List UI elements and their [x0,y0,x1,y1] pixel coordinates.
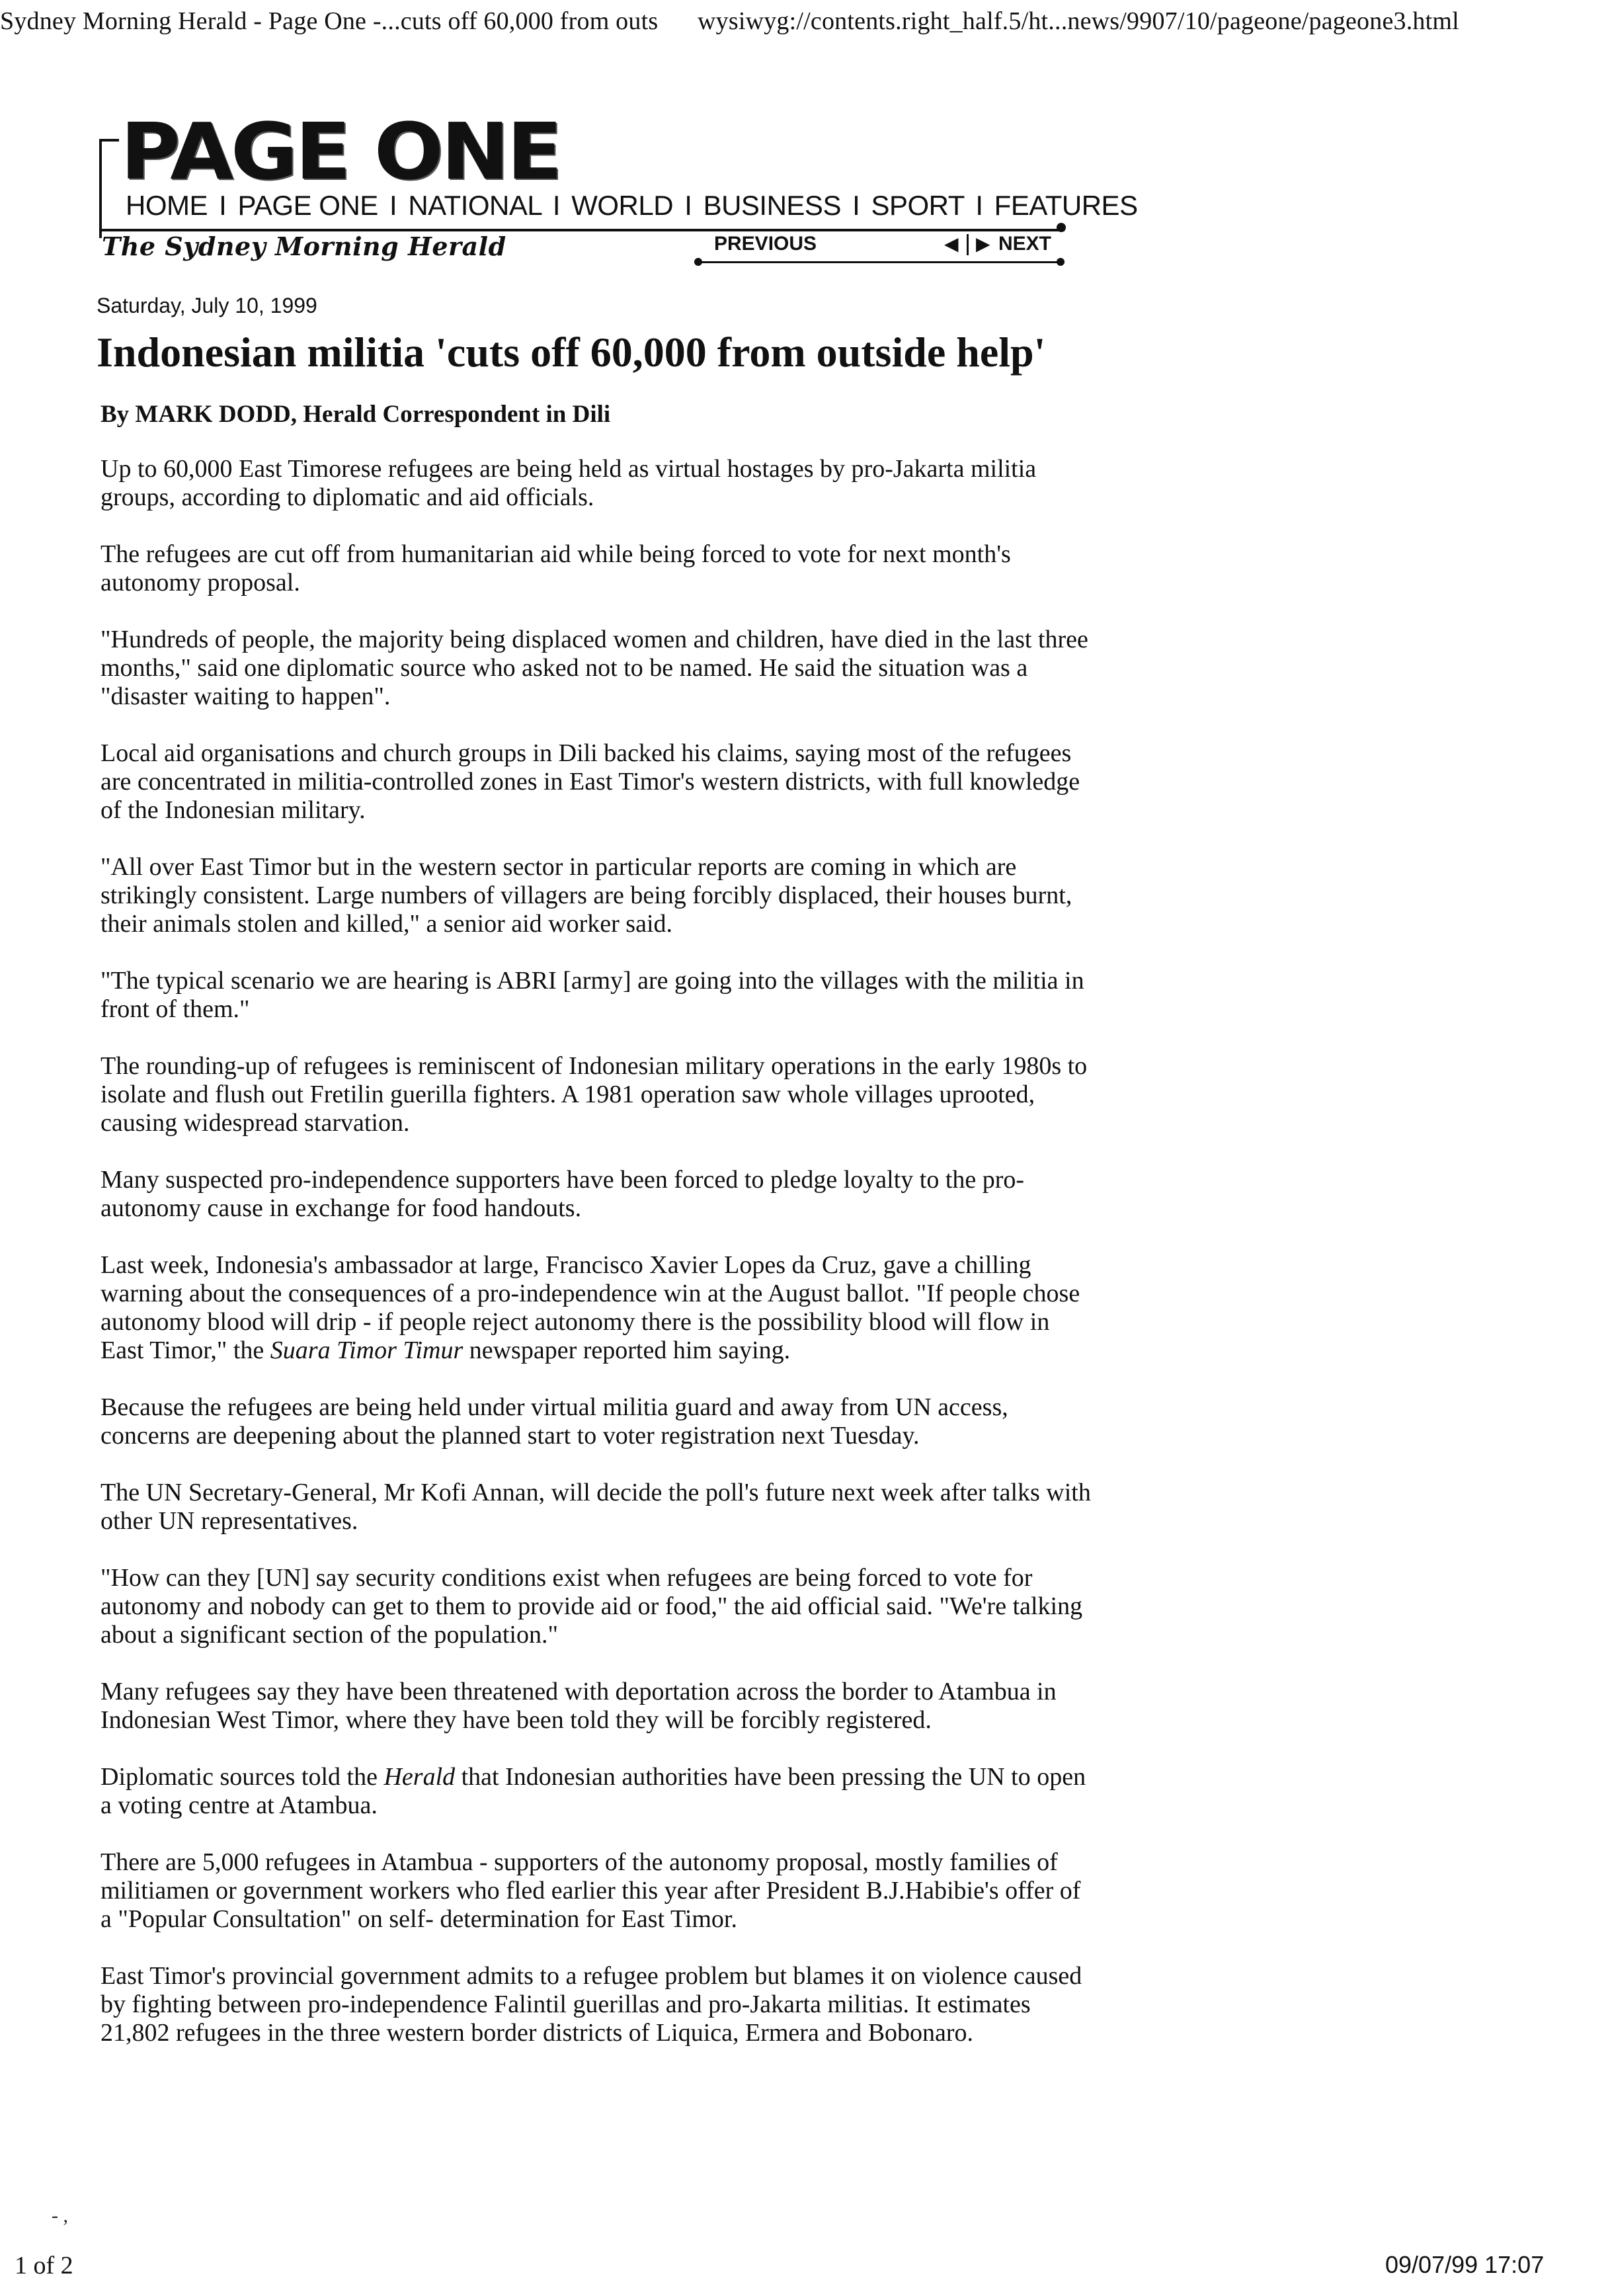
nav-separator: I [552,190,561,221]
article-paragraph: There are 5,000 refugees in Atambua - supporters of the autonomy proposal, mostly families of militiamen or government workers who fled earlier this year after President B.J.Habibie's offer of a "Popular Consultation" on self- determination for East Timor. [100,1848,1081,1933]
page-count: 1 of 2 [15,2252,73,2279]
next-button[interactable]: NEXT [998,233,1051,255]
nav-national[interactable]: NATIONAL [408,190,542,221]
paragraph-text: Diplomatic sources told the [100,1763,384,1791]
article-paragraph [100,1763,1092,1820]
article-paragraph [100,1251,1092,1365]
article-paragraph: "All over East Timor but in the western sector in particular reports are coming in which are strikingly consistent. Large numbers of villagers are being forcibly displaced, their houses burnt, their animals stolen and killed," a senior aid worker said. [100,853,1072,938]
section-nav [126,186,1138,225]
nav-page-one[interactable]: PAGE ONE [237,190,378,221]
nav-world[interactable]: WORLD [571,190,674,221]
nav-separator: I [389,190,397,221]
masthead [99,106,1138,271]
next-arrow-icon[interactable]: ▶ [976,233,990,254]
nav-separator: I [975,190,983,221]
newspaper-name: Herald [383,1763,456,1791]
previous-button[interactable]: PREVIOUS [714,233,817,255]
article-paragraph: "Hundreds of people, the majority being displaced women and children, have died in the last three months," said one diplomatic source who asked not to be named. He said the situation was a "disaster waiting to happen". [100,626,1088,710]
article-byline: By MARK DODD, Herald Correspondent in Dili [100,401,611,428]
article-body [100,455,1092,2076]
article-paragraph: The rounding-up of refugees is reminiscent of Indonesian military operations in the early 1980s to isolate and flush out Fretilin guerilla fighters. A 1981 operation saw whole villages uprooted, causing widespread starvation. [100,1052,1088,1137]
nav-sport[interactable]: SPORT [871,190,965,221]
page-one-logo[interactable]: PAGE ONE [120,106,560,197]
nav-home[interactable]: HOME [126,190,208,221]
prev-next-rule [694,261,1065,263]
herald-logo[interactable]: The Sydney Morning Herald [102,231,506,261]
paragraph-text: Last week, Indonesia's ambassador at large, Francisco Xavier Lopes da Cruz, gave a chilling warning about the consequences of a pro-independence win at the August ballot. "If people chose autonomy blood will drip - if people reject autonomy there is the possibility blood will flow in East Timor," the [100,1251,1080,1364]
print-datetime: 09/07/99 17:07 [1385,2251,1545,2278]
frame-left-rule [99,139,102,238]
nav-separator: I [852,190,860,221]
newspaper-name: Suara Timor Timur [270,1336,463,1364]
article-paragraph: East Timor's provincial government admits to a refugee problem but blames it on violence caused by fighting between pro-independence Falintil guerillas and pro-Jakarta militias. It estimates 21,802 refugees in the three western border districts of Liquica, Ermera and Bobonaro. [100,1962,1082,2047]
article-paragraph: Many suspected pro-independence supporters have been forced to pledge loyalty to the pro-autonomy cause in exchange for food handouts. [100,1166,1025,1222]
nav-separator: I [684,190,692,221]
nav-separator: I [219,190,227,221]
article-paragraph: The refugees are cut off from humanitarian aid while being forced to vote for next month's autonomy proposal. [100,540,1011,596]
frame-top-rule [99,139,119,142]
rule-dot-left [694,258,702,266]
article-paragraph: "How can they [UN] say security conditions exist when refugees are being forced to vote for autonomy and nobody can get to them to provide aid or food," the aid official said. "We're talking about a significant section of the population." [100,1564,1083,1649]
article-paragraph: "The typical scenario we are hearing is ABRI [army] are going into the villages with the militia in front of them." [100,967,1084,1023]
print-page-url: wysiwyg://contents.right_half.5/ht...news/9907/10/pageone/pageone3.html [698,7,1459,35]
article-paragraph: Many refugees say they have been threatened with deportation across the border to Atambua in Indonesian West Timor, where they have been told they will be forcibly registered. [100,1678,1057,1734]
rule-dot-right [1057,258,1065,266]
article-paragraph: Local aid organisations and church groups in Dili backed his claims, saying most of the refugees are concentrated in militia-controlled zones in East Timor's western districts, with full knowledge of the Indonesian military. [100,739,1080,824]
nav-rule-dot [1057,223,1066,232]
print-page-title: Sydney Morning Herald - Page One -...cuts off 60,000 from outs [0,7,659,35]
prev-next-divider [967,234,969,255]
article-headline: Indonesian militia 'cuts off 60,000 from outside help' [97,329,1046,376]
prev-next-nav [694,233,1065,266]
article-paragraph: Up to 60,000 East Timorese refugees are being held as virtual hostages by pro-Jakarta militia groups, according to diplomatic and aid officials. [100,455,1037,511]
article-paragraph: The UN Secretary-General, Mr Kofi Annan, will decide the poll's future next week after talks with other UN representatives. [100,1479,1091,1535]
nav-business[interactable]: BUSINESS [703,190,841,221]
article-paragraph: Because the refugees are being held under virtual militia guard and away from UN access, concerns are deepening about the planned start to voter registration next Tuesday. [100,1393,1008,1450]
paragraph-text: newspaper reported him saying. [463,1336,791,1364]
article-date: Saturday, July 10, 1999 [97,294,317,317]
paragraph-text: that Indonesian authorities have been pressing the UN to open a voting centre at Atambua. [100,1763,1086,1819]
previous-arrow-icon[interactable]: ◀ [944,233,959,254]
nav-features[interactable]: FEATURES [994,190,1138,221]
scan-marks: - , [52,2205,68,2227]
